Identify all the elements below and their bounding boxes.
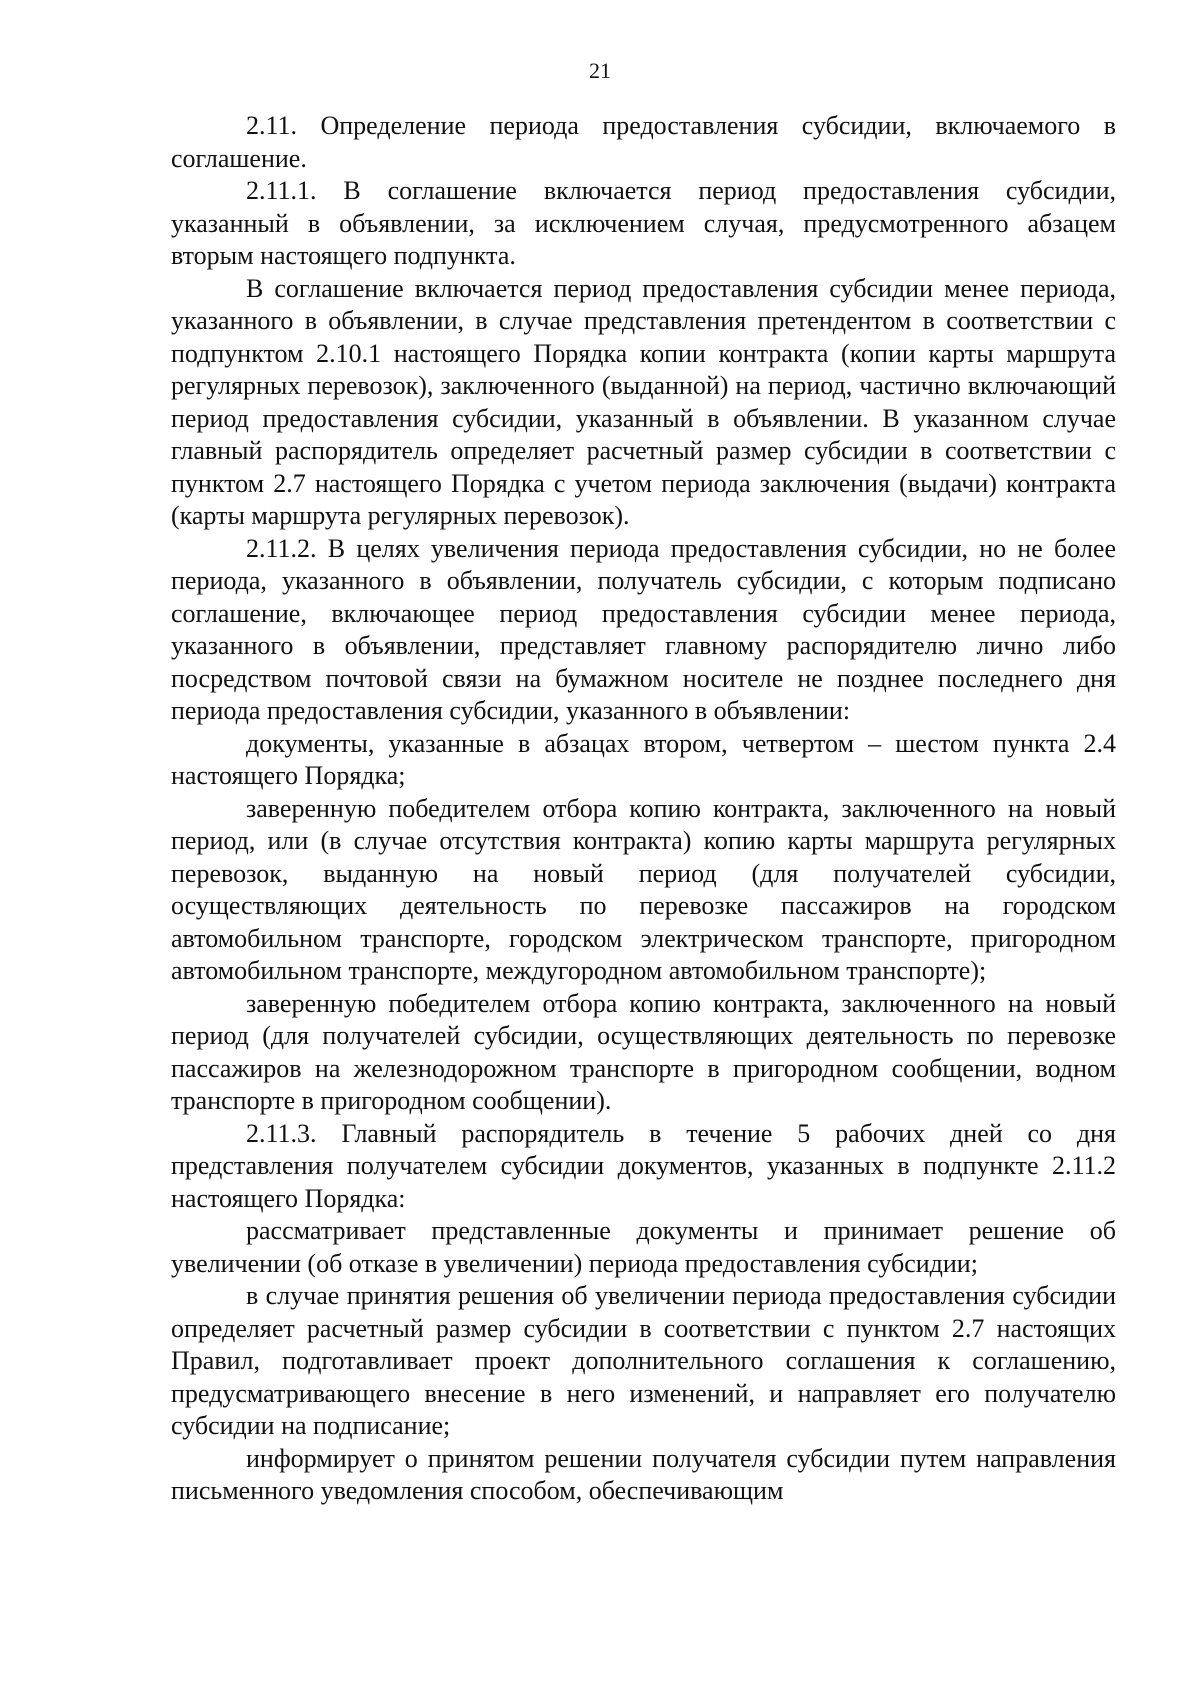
list-item-contract-copy-rail: заверенную победителем отбора копию контракта, заключенного на новый период (для получателей субсидии, осуществляющих деятельность по перевозке пассажиров на железнодорожном транспорте в пригородном сообщении, водном транспорте в пригородном сообщении). (171, 988, 1116, 1115)
page-number: 21 (589, 58, 611, 83)
list-item-documents: документы, указанные в абзацах втором, четвертом – шестом пункта 2.4 настоящего Порядка; (171, 728, 1116, 790)
list-item-contract-copy-road: заверенную победителем отбора копию контракта, заключенного на новый период, или (в случае отсутствия контракта) копию карты маршрута регулярных перевозок, выданную на новый период (для получателей субсидии, осуществляющих деятельность по перевозке пассажиров на городском автомобильном транспорте, городском электрическом транспорте, пригородном автомобильном транспорте, междугородном автомобильном транспорте); (171, 793, 1116, 985)
paragraph-2-11-1: 2.11.1. В соглашение включается период предоставления субсидии, указанный в объявлении, за исключением случая, предусмотренного абзацем вторым настоящего подпункта. (171, 176, 1116, 270)
list-item-review: рассматривает представленные документы и принимает решение об увеличении (об отказе в увеличении) периода предоставления субсидии; (171, 1216, 1116, 1278)
list-item-inform: информирует о принятом решении получателя субсидии путем направления письменного уведомления способом, обеспечивающим (171, 1443, 1116, 1505)
paragraph-2-11-1-second: В соглашение включается период предоставления субсидии менее периода, указанного в объявлении, в случае представления претендентом в соответствии с подпунктом 2.10.1 настоящего Порядка копии контракта (копии карты маршрута регулярных перевозок), заключенного (выданной) на период, частично включающий период предоставления субсидии, указанный в объявлении. В указанном случае главный распорядитель определяет расчетный размер субсидии в соответствии с пунктом 2.7 настоящего Порядка с учетом периода заключения (выдачи) контракта (карты маршрута регулярных перевозок). (171, 273, 1116, 530)
paragraph-2-11-3: 2.11.3. Главный распорядитель в течение 5 рабочих дней со дня представления получателем субсидии документов, указанных в подпункте 2.11.2 настоящего Порядка: (171, 1118, 1116, 1213)
paragraph-2-11-heading: 2.11. Определение периода предоставления субсидии, включаемого в соглашение. (171, 111, 1116, 173)
paragraph-2-11-2: 2.11.2. В целях увеличения периода предоставления субсидии, но не более периода, указанного в объявлении, получатель субсидии, с которым подписано соглашение, включающее период предоставления субсидии менее периода, указанного в объявлении, представляет главному распорядителю лично либо посредством почтовой связи на бумажном носителе не позднее последнего дня периода предоставления субсидии, указанного в объявлении: (171, 533, 1116, 725)
document-body (171, 110, 1116, 1508)
list-item-increase-decision: в случае принятия решения об увеличении периода предоставления субсидии определяет расчетный размер субсидии в соответствии с пунктом 2.7 настоящих Правил, подготавливает проект дополнительного соглашения к соглашению, предусматривающего внесение в него изменений, и направляет его получателю субсидии на подписание; (171, 1281, 1116, 1440)
